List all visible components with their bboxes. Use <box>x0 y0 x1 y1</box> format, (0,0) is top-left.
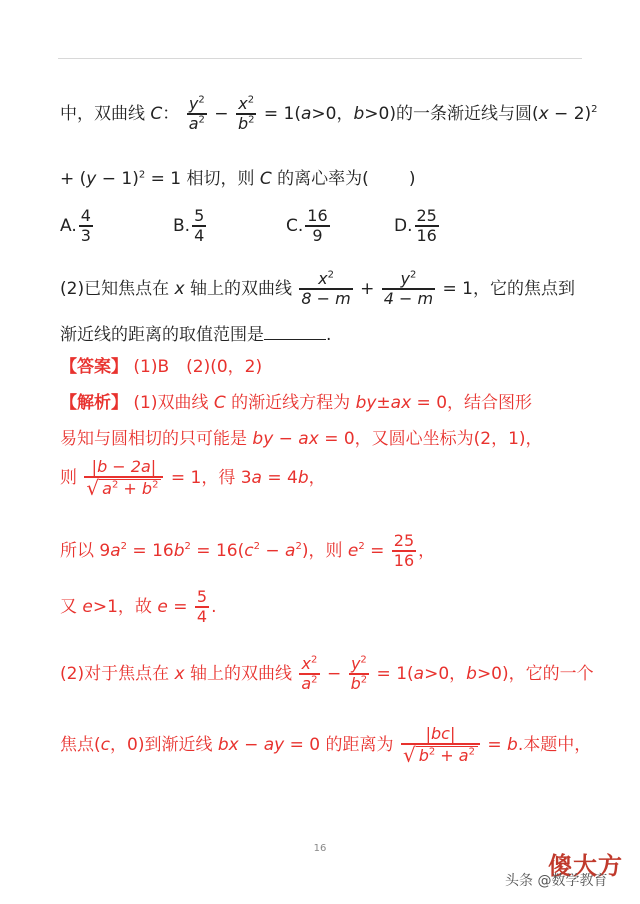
q1-circle2: − 1) <box>96 169 139 189</box>
q1-line2-c: C <box>259 169 272 189</box>
q1-options <box>60 207 580 247</box>
q2-line-2 <box>60 323 331 346</box>
option-a-num: 4 <box>80 206 91 225</box>
option-d-num: 25 <box>416 206 437 225</box>
answer-line <box>60 356 262 378</box>
q1-colon: ： <box>162 103 180 124</box>
p2-distance-den-a: a <box>458 745 469 765</box>
option-c-den: 9 <box>312 225 323 245</box>
q1-line-1: 中，双曲线 C： $\frac{y^2}{a^2}$ − $\frac{x^2}{b^2}$ = 1(a>0，b>0)的一条渐近线与圆$(x - 2)^2$ <box>60 94 598 133</box>
analysis-l4-c-var: c <box>244 540 254 561</box>
q1-b-var: b <box>353 103 365 124</box>
analysis-l4-b: = 16 <box>127 540 174 561</box>
q1-f1-den: a <box>188 113 199 133</box>
q1-x-var: x <box>538 103 549 124</box>
analysis-l1-b: 的渐近线方程为 <box>225 393 356 413</box>
option-b-den: 4 <box>194 225 205 245</box>
analysis-l1-expr: by±ax <box>355 393 412 413</box>
answer-tag: 【答案】 <box>60 357 128 377</box>
p2-distance-den-b: b <box>418 745 429 765</box>
p2-fraction-1: $\frac{x^2}{a^2}$ <box>301 654 318 693</box>
q2-line-1 <box>60 270 575 308</box>
analysis-l3-a-var: a <box>251 467 262 488</box>
e-squared-fraction <box>392 532 416 570</box>
p2-l2-b: ，0)到渐近线 <box>110 734 218 755</box>
analysis-l4-a: 所以 9 <box>60 540 111 561</box>
analysis-l3-a: 则 <box>60 467 77 488</box>
option-b-label: B. <box>173 215 191 236</box>
q1-fraction-x2-b2: $\frac{x^2}{b^2}$ <box>237 94 255 133</box>
option-c[interactable] <box>286 207 332 245</box>
page-number: 16 <box>313 843 327 854</box>
q1-line2-start: + ( <box>60 169 87 189</box>
p2-distance-den-plus: + <box>435 745 459 765</box>
q2-f2-den: 4 − m <box>383 288 434 308</box>
answer-text: (1)B (2)(0，2) <box>128 357 263 377</box>
p2-l1-c: = 1( <box>376 663 414 684</box>
distance-den-b: b <box>141 478 153 498</box>
analysis-l4-e-var: e <box>347 540 359 561</box>
analysis-l4-d: − <box>259 540 286 561</box>
analysis-l5-c: = <box>167 596 193 617</box>
analysis-l4-a-var: a <box>110 540 121 561</box>
q2-line2-text: 渐近线的距离的取值范围是 <box>60 325 264 345</box>
p2-l1-avar: a <box>413 663 425 684</box>
q1-circle1: − 2) <box>548 103 592 124</box>
p2-l2-bvar: b <box>507 734 518 755</box>
p2-l2-d: = 0 的距离为 <box>284 734 394 755</box>
q1-fraction-y2-a2: $\frac{y^2}{a^2}$ <box>188 94 205 133</box>
analysis-l2-a: 易知与圆相切的只可能是 <box>60 429 253 449</box>
q2-fraction-1: $\frac{x^2}{8 - m}$ <box>301 269 351 308</box>
p2-f1-den: a <box>301 673 312 693</box>
p2-l1-x: x <box>174 663 185 684</box>
q1-curve-name: C <box>150 103 163 124</box>
analysis-l1-a: (1)双曲线 <box>128 393 214 413</box>
p2-l2-a: 焦点( <box>60 734 101 755</box>
e2-den: 16 <box>393 550 415 570</box>
analysis-l5-e: e <box>82 596 93 617</box>
q1-line2-mid: = 1 相切，则 <box>145 169 260 189</box>
analysis-l5-b: >1，故 <box>92 596 158 617</box>
q2-period: . <box>326 325 332 345</box>
analysis-l4-a2-var: a <box>285 540 296 561</box>
analysis-l5-end: . <box>211 596 217 617</box>
analysis-l4-c: = 16( <box>190 540 245 561</box>
watermark-author: 头条 @数学教育 <box>505 873 608 889</box>
p2-f2-num: y <box>350 654 361 673</box>
q1-f2-num: x <box>238 94 248 113</box>
top-divider <box>58 58 582 59</box>
option-c-label: C. <box>286 215 304 236</box>
distance-den-plus: + <box>118 478 142 498</box>
q1-eq: = 1( <box>263 103 301 124</box>
p2-distance-fraction: |bc| √ $b^2 + a^2$ <box>401 725 480 765</box>
option-d-label: D. <box>394 215 413 236</box>
q1-cond2: >0)的一条渐近线与圆( <box>364 103 539 124</box>
q2-x-var: x <box>174 278 185 299</box>
e-den: 4 <box>196 606 208 626</box>
analysis-l4-f: = <box>364 540 390 561</box>
q1-close-paren: ) <box>408 169 416 189</box>
analysis-l3-b-var: b <box>297 467 309 488</box>
analysis-l4-e: )，则 <box>301 540 348 561</box>
p2-distance-num: |bc| <box>425 724 456 743</box>
analysis-l4-b-var: b <box>173 540 185 561</box>
analysis-line-4: 所以 $9a^2 = 16b^2 = 16(c^2 - a^2)$，则 $e^2$ = $\frac{25}{16}$ ， <box>60 531 436 570</box>
analysis-l3-end: ， <box>308 467 326 488</box>
q1-line2-end: 的离心率为( <box>271 169 369 189</box>
analysis-l2-expr: by − ax <box>252 429 319 449</box>
analysis-l3-eq: = 4 <box>261 467 298 488</box>
distance-num: |b − 2a| <box>91 457 157 476</box>
p2-l1-a: (2)对于焦点在 <box>60 663 175 684</box>
p2-f1-num: x <box>301 654 311 673</box>
q2-f1-num: x <box>318 269 328 288</box>
analysis-l2-b: = 0，又圆心坐标为(2，1)， <box>318 429 543 449</box>
p2-l2-f: .本题中， <box>517 734 592 755</box>
answer-blank[interactable] <box>264 323 326 340</box>
q1-y-var: y <box>86 169 97 189</box>
q2-axis: 轴上的双曲线 <box>184 278 292 299</box>
p2-l1-b: 轴上的双曲线 <box>184 663 292 684</box>
option-b[interactable] <box>173 207 208 245</box>
q2-fraction-2: $\frac{y^2}{4 - m}$ <box>383 269 434 308</box>
analysis-tag: 【解析】 <box>60 393 128 413</box>
analysis-l5-e2: e <box>157 596 168 617</box>
analysis-l1-c: C <box>213 393 226 413</box>
option-c-num: 16 <box>307 206 328 225</box>
p2-minus: − <box>326 663 342 684</box>
p2-l1-d: >0， <box>424 663 467 684</box>
option-a-den: 3 <box>80 225 91 245</box>
q2-f1-den: 8 − m <box>301 288 351 308</box>
q1-prefix: 中，双曲线 <box>60 103 145 124</box>
p2-fraction-2: $\frac{y^2}{b^2}$ <box>350 654 368 693</box>
analysis-l4-end: ， <box>418 540 436 561</box>
e2-num: 25 <box>393 531 415 550</box>
p2-l1-e: >0)，它的一个 <box>476 663 594 684</box>
analysis-l5-a: 又 <box>60 596 83 617</box>
e-num: 5 <box>196 587 208 606</box>
analysis-l3-b: = 1，得 3 <box>170 467 252 488</box>
e-fraction <box>195 588 209 626</box>
q1-a-var: a <box>300 103 312 124</box>
q1-f1-num: y <box>188 94 199 113</box>
p2-f2-den: b <box>350 673 361 693</box>
p2-l2-c: c <box>100 734 110 755</box>
q2-prefix: (2)已知焦点在 <box>60 278 175 299</box>
distance-den-a: a <box>102 478 112 498</box>
q1-minus: − <box>214 103 229 124</box>
q2-suffix: = 1，它的焦点到 <box>442 278 575 299</box>
option-a[interactable] <box>60 207 95 245</box>
analysis-line-3 <box>60 458 326 498</box>
option-d[interactable] <box>394 207 441 245</box>
analysis-line-2 <box>60 428 543 450</box>
analysis-l1-d: = 0，结合图形 <box>411 393 533 413</box>
q1-line-2: + $(y - 1)^2 = 1$ 相切，则 C 的离心率为( ) <box>60 169 416 189</box>
analysis-part2-line-1 <box>60 655 594 693</box>
analysis-line-1 <box>60 392 532 414</box>
q2-plus: + <box>360 278 375 299</box>
distance-fraction: |b − 2a| √ $a^2 + b^2$ <box>84 458 163 498</box>
q2-f2-num: y <box>400 269 410 288</box>
option-b-num: 5 <box>194 206 205 225</box>
q1-cond1: >0， <box>311 103 354 124</box>
option-d-den: 16 <box>416 225 437 245</box>
p2-l2-e: = <box>487 734 508 755</box>
p2-l2-expr: bx − ay <box>217 734 285 755</box>
q1-f2-den: b <box>237 113 249 133</box>
analysis-line-5 <box>60 588 216 626</box>
p2-l1-bvar: b <box>466 663 477 684</box>
watermark-logo: 傻大方 <box>548 852 623 880</box>
option-a-label: A. <box>60 215 77 236</box>
analysis-part2-line-2 <box>60 725 591 765</box>
